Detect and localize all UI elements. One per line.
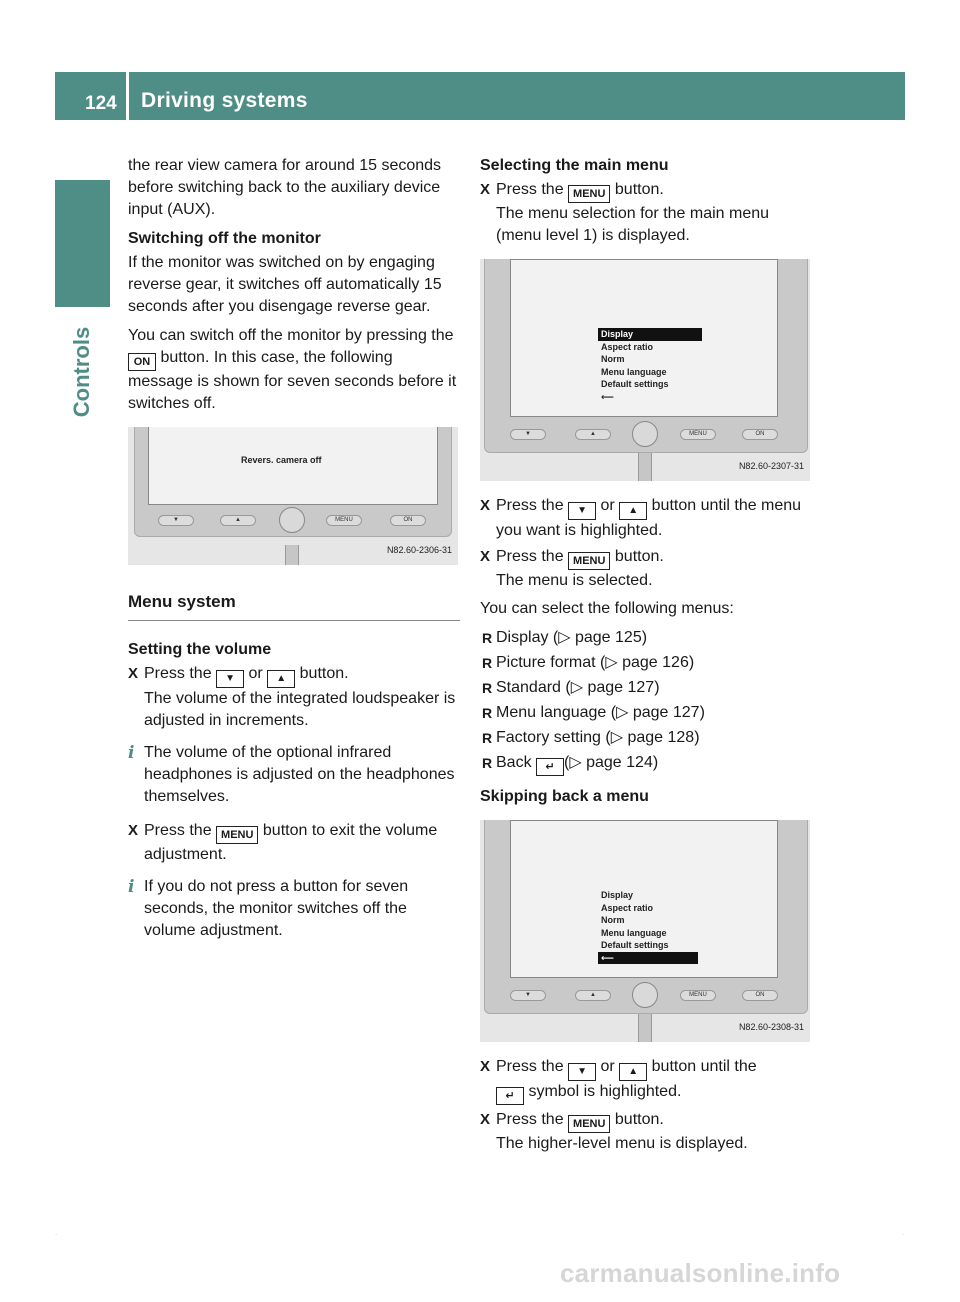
step-confirm-back xyxy=(480,1109,812,1155)
step-text: button. xyxy=(614,181,664,198)
intro-text: the rear view camera for around 15 seconds before switching back to the auxiliary device input (AUX). xyxy=(128,157,442,218)
step-text: or xyxy=(248,665,263,682)
figure-reverse-camera-off xyxy=(128,427,458,565)
page-number: 124 xyxy=(85,93,117,114)
info-text: If you do not press a button for seven seconds, the monitor switches off the volume adjustment. xyxy=(144,878,409,939)
menu-item-back-icon: ⟵ xyxy=(598,952,698,965)
menu-list-item xyxy=(480,677,812,699)
step-marker-icon: X xyxy=(480,1058,491,1075)
menu-list-text: Factory setting (▷ page 128) xyxy=(496,729,700,746)
on-button-icon: ON xyxy=(742,429,778,440)
back-key-icon: ↵ xyxy=(496,1087,524,1105)
on-button-icon: ON xyxy=(742,990,778,1001)
screen-menu xyxy=(598,889,698,964)
monitor-stand xyxy=(638,453,652,481)
side-tab xyxy=(55,180,110,307)
corner-mark: . xyxy=(902,1228,905,1237)
switching-p2-a: You can switch off the monitor by pressing the xyxy=(128,327,454,344)
step-highlight-back xyxy=(480,1056,812,1105)
step-result: The higher-level menu is displayed. xyxy=(496,1135,748,1152)
screen-menu xyxy=(598,328,702,403)
menu-item-back-icon: ⟵ xyxy=(601,391,614,402)
step-result: The menu selection for the main menu (menu level 1) is displayed. xyxy=(496,205,770,244)
menu-item-default-settings: Default settings xyxy=(601,940,669,950)
menu-key-icon: MENU xyxy=(568,185,610,203)
bullet-icon: R xyxy=(482,705,493,721)
step-text: button to exit the volume adjustment. xyxy=(144,822,438,863)
menu-list-item xyxy=(480,652,812,674)
bullet-icon: R xyxy=(482,755,493,771)
step-text: or xyxy=(600,1058,615,1075)
menu-item-menu-language: Menu language xyxy=(601,927,667,938)
step-result: The volume of the integrated loudspeaker is adjusted in increments. xyxy=(144,690,456,729)
monitor-stand xyxy=(285,545,299,565)
control-knob xyxy=(632,421,658,447)
figure-code: N82.60-2308-31 xyxy=(738,1022,804,1032)
menu-key-icon: MENU xyxy=(568,552,610,570)
left-column xyxy=(128,155,460,954)
bullet-icon: R xyxy=(482,680,493,696)
step-marker-icon: X xyxy=(480,1111,491,1128)
down-button-icon: ▼ xyxy=(510,990,546,1001)
menu-key-icon: MENU xyxy=(216,826,258,844)
right-column xyxy=(480,155,812,1159)
menu-list-text: (▷ page 124) xyxy=(564,754,659,771)
step-result: The menu is selected. xyxy=(496,572,653,589)
step-marker-icon: X xyxy=(480,548,491,565)
monitor-screen xyxy=(510,820,778,978)
monitor-stand xyxy=(638,1014,652,1042)
header-divider xyxy=(126,72,129,120)
skipping-heading: Skipping back a menu xyxy=(480,788,649,805)
menu-item-aspect-ratio: Aspect ratio xyxy=(601,341,654,352)
figure-skip-back xyxy=(480,820,810,1042)
on-key-icon: ON xyxy=(128,353,156,371)
step-text: button until the xyxy=(651,1058,757,1075)
step-volume-press xyxy=(128,663,460,732)
menu-list-item xyxy=(480,627,812,649)
down-key-icon: ▼ xyxy=(216,670,244,688)
menu-button-icon: MENU xyxy=(326,515,362,526)
monitor-screen xyxy=(148,427,438,505)
step-text: Press the xyxy=(496,497,564,514)
info-text: The volume of the optional infrared headphones is adjusted on the headphones themselves. xyxy=(144,744,455,805)
down-button-icon: ▼ xyxy=(158,515,194,526)
main-menu-heading: Selecting the main menu xyxy=(480,157,669,174)
step-text: Press the xyxy=(496,181,564,198)
step-marker-icon: X xyxy=(128,822,139,839)
menu-item-default-settings: Default settings xyxy=(601,379,669,389)
switching-paragraph-1: If the monitor was switched on by engaging reverse gear, it switches off automatically 15 seconds after you disengage reverse gear. xyxy=(128,254,442,315)
step-text: Press the xyxy=(496,1111,564,1128)
switching-heading: Switching off the monitor xyxy=(128,230,321,247)
menu-key-icon: MENU xyxy=(568,1115,610,1133)
up-button-icon: ▲ xyxy=(575,990,611,1001)
up-key-icon: ▲ xyxy=(267,670,295,688)
bullet-icon: R xyxy=(482,730,493,746)
menu-item-norm: Norm xyxy=(601,354,625,364)
down-key-icon: ▼ xyxy=(568,502,596,520)
bullet-icon: R xyxy=(482,630,493,646)
step-text: button. xyxy=(299,665,349,682)
step-exit-volume xyxy=(128,820,460,866)
side-label: Controls xyxy=(69,326,94,418)
menu-button-icon: MENU xyxy=(680,429,716,440)
step-text: Press the xyxy=(496,1058,564,1075)
step-text: Press the xyxy=(496,548,564,565)
watermark: carmanualsonline.info xyxy=(560,1258,841,1288)
section-title: Driving systems xyxy=(141,89,308,112)
menu-list-text: Standard (▷ page 127) xyxy=(496,679,660,696)
up-button-icon: ▲ xyxy=(575,429,611,440)
menu-list-item xyxy=(480,702,812,724)
figure-code: N82.60-2306-31 xyxy=(386,545,452,555)
figure-code: N82.60-2307-31 xyxy=(738,461,804,471)
step-marker-icon: X xyxy=(480,181,491,198)
menu-item-aspect-ratio: Aspect ratio xyxy=(601,902,654,913)
control-knob xyxy=(279,507,305,533)
step-text: button. xyxy=(614,548,664,565)
down-key-icon: ▼ xyxy=(568,1063,596,1081)
control-knob xyxy=(632,982,658,1008)
menu-list-text: Menu language (▷ page 127) xyxy=(496,704,705,721)
step-text: symbol is highlighted. xyxy=(528,1083,682,1100)
info-icon: i xyxy=(128,877,135,897)
step-text: Press the xyxy=(144,665,212,682)
step-marker-icon: X xyxy=(128,665,139,682)
switching-paragraph-2 xyxy=(128,325,460,415)
menus-intro: You can select the following menus: xyxy=(480,600,734,617)
menu-system-title: Menu system xyxy=(128,591,460,621)
step-highlight-menu xyxy=(480,495,812,542)
step-marker-icon: X xyxy=(480,497,491,514)
step-text: or xyxy=(600,497,615,514)
menu-list-text: Back xyxy=(496,754,532,771)
back-key-icon: ↵ xyxy=(536,758,564,776)
menu-list-text: Picture format (▷ page 126) xyxy=(496,654,695,671)
step-select-menu xyxy=(480,546,812,592)
up-key-icon: ▲ xyxy=(619,1063,647,1081)
figure-main-menu xyxy=(480,259,810,481)
step-text: button. xyxy=(614,1111,664,1128)
menu-item-display: Display xyxy=(598,328,702,341)
menu-list-item xyxy=(480,727,812,749)
monitor-screen xyxy=(510,259,778,417)
menu-item-menu-language: Menu language xyxy=(601,366,667,377)
step-text: button until the menu you want is highlighted. xyxy=(496,497,802,539)
up-button-icon: ▲ xyxy=(220,515,256,526)
info-note-headphones xyxy=(128,742,460,808)
menu-item-norm: Norm xyxy=(601,915,625,925)
menu-list-item xyxy=(480,752,812,776)
screen-message: Revers. camera off xyxy=(241,455,322,465)
bullet-icon: R xyxy=(482,655,493,671)
corner-mark: . xyxy=(55,1228,58,1237)
down-button-icon: ▼ xyxy=(510,429,546,440)
step-text: Press the xyxy=(144,822,212,839)
menu-item-display: Display xyxy=(601,890,634,900)
switching-p2-b: button. In this case, the following message is shown for seven seconds before it switches off. xyxy=(128,349,457,412)
up-key-icon: ▲ xyxy=(619,502,647,520)
on-button-icon: ON xyxy=(390,515,426,526)
step-open-main-menu xyxy=(480,179,812,247)
info-icon: i xyxy=(128,743,135,763)
volume-heading: Setting the volume xyxy=(128,641,272,658)
menu-list-text: Display (▷ page 125) xyxy=(496,629,648,646)
info-note-timeout xyxy=(128,876,460,942)
menu-button-icon: MENU xyxy=(680,990,716,1001)
